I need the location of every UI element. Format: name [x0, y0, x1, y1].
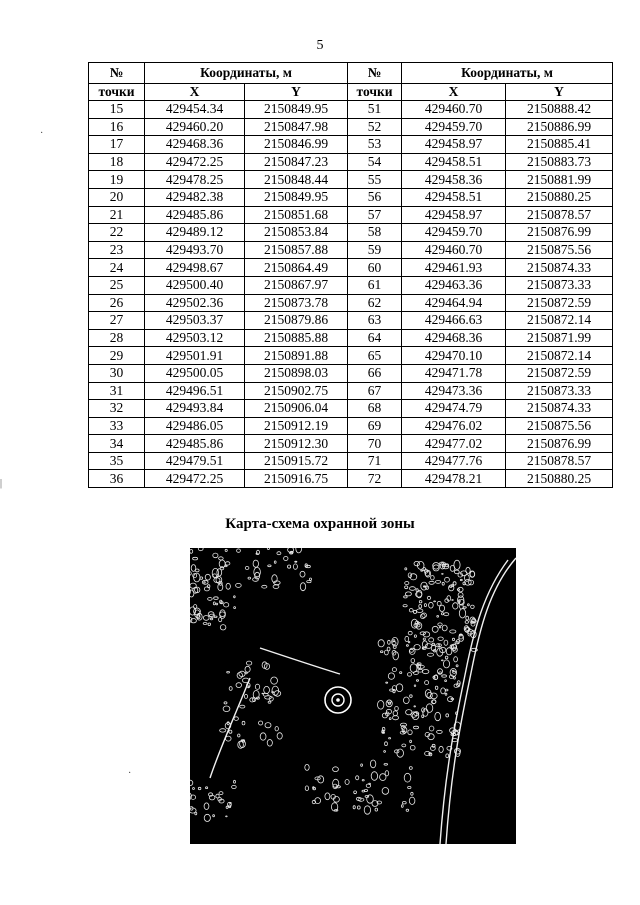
cell-x2: 429459.70 — [402, 224, 506, 242]
cell-y2: 2150888.42 — [506, 101, 613, 119]
cell-y2: 2150886.99 — [506, 118, 613, 136]
map-image — [190, 548, 516, 844]
table-row — [89, 153, 613, 171]
cell-n1: 15 — [89, 101, 145, 119]
cell-n1: 34 — [89, 435, 145, 453]
cell-n2: 66 — [348, 364, 402, 382]
cell-y1: 2150857.88 — [245, 241, 348, 259]
cell-n2: 62 — [348, 294, 402, 312]
cell-y1: 2150864.49 — [245, 259, 348, 277]
cell-x1: 429501.91 — [145, 347, 245, 365]
table-row — [89, 294, 613, 312]
cell-y1: 2150848.44 — [245, 171, 348, 189]
cell-x2: 429466.63 — [402, 312, 506, 330]
cell-n2: 51 — [348, 101, 402, 119]
cell-n1: 25 — [89, 276, 145, 294]
cell-n1: 23 — [89, 241, 145, 259]
table-row — [89, 382, 613, 400]
cell-x1: 429503.12 — [145, 329, 245, 347]
cell-x2: 429471.78 — [402, 364, 506, 382]
cell-y2: 2150880.25 — [506, 188, 613, 206]
cell-x2: 429460.70 — [402, 241, 506, 259]
cell-y2: 2150876.99 — [506, 224, 613, 242]
zone-center-point — [336, 698, 340, 702]
cell-y1: 2150849.95 — [245, 101, 348, 119]
cell-n2: 65 — [348, 347, 402, 365]
cell-x2: 429478.21 — [402, 470, 506, 488]
cell-n1: 24 — [89, 259, 145, 277]
cell-n2: 70 — [348, 435, 402, 453]
col-header-point-right: точки — [348, 84, 402, 101]
cell-y1: 2150891.88 — [245, 347, 348, 365]
cell-x2: 429459.70 — [402, 118, 506, 136]
cell-y1: 2150849.95 — [245, 188, 348, 206]
table-row — [89, 470, 613, 488]
cell-n2: 60 — [348, 259, 402, 277]
cell-y1: 2150873.78 — [245, 294, 348, 312]
cell-y1: 2150847.98 — [245, 118, 348, 136]
cell-n2: 63 — [348, 312, 402, 330]
margin-mark: · — [40, 128, 44, 139]
cell-x2: 429458.51 — [402, 153, 506, 171]
table-row — [89, 364, 613, 382]
cell-y1: 2150879.86 — [245, 312, 348, 330]
cell-y1: 2150851.68 — [245, 206, 348, 224]
cell-x1: 429496.51 — [145, 382, 245, 400]
cell-y1: 2150912.30 — [245, 435, 348, 453]
cell-n2: 68 — [348, 400, 402, 418]
cell-n1: 30 — [89, 364, 145, 382]
cell-n1: 16 — [89, 118, 145, 136]
cell-x1: 429460.20 — [145, 118, 245, 136]
cell-y2: 2150875.56 — [506, 241, 613, 259]
cell-x1: 429500.05 — [145, 364, 245, 382]
cell-x1: 429493.70 — [145, 241, 245, 259]
cell-n1: 28 — [89, 329, 145, 347]
cell-n2: 67 — [348, 382, 402, 400]
cell-x1: 429454.34 — [145, 101, 245, 119]
cell-y2: 2150876.99 — [506, 435, 613, 453]
cell-x1: 429482.38 — [145, 188, 245, 206]
cell-x1: 429472.25 — [145, 153, 245, 171]
cell-n1: 31 — [89, 382, 145, 400]
cell-x2: 429458.97 — [402, 206, 506, 224]
cell-y1: 2150853.84 — [245, 224, 348, 242]
cell-x2: 429458.97 — [402, 136, 506, 154]
cell-x2: 429477.02 — [402, 435, 506, 453]
cell-x1: 429485.86 — [145, 206, 245, 224]
table-row — [89, 188, 613, 206]
cell-y1: 2150847.23 — [245, 153, 348, 171]
cell-n1: 22 — [89, 224, 145, 242]
cell-x2: 429464.94 — [402, 294, 506, 312]
cell-x2: 429458.51 — [402, 188, 506, 206]
cell-n2: 56 — [348, 188, 402, 206]
cell-n2: 72 — [348, 470, 402, 488]
cell-x1: 429468.36 — [145, 136, 245, 154]
table-row — [89, 435, 613, 453]
cell-x1: 429472.25 — [145, 470, 245, 488]
protection-zone-map — [190, 548, 516, 844]
cell-n1: 26 — [89, 294, 145, 312]
cell-x1: 429503.37 — [145, 312, 245, 330]
cell-y1: 2150906.04 — [245, 400, 348, 418]
cell-x1: 429479.51 — [145, 452, 245, 470]
table-row — [89, 329, 613, 347]
cell-y2: 2150872.14 — [506, 312, 613, 330]
cell-y2: 2150873.33 — [506, 382, 613, 400]
cell-y2: 2150872.14 — [506, 347, 613, 365]
cell-n2: 57 — [348, 206, 402, 224]
cell-x2: 429461.93 — [402, 259, 506, 277]
col-header-point-left: точки — [89, 84, 145, 101]
cell-x2: 429470.10 — [402, 347, 506, 365]
cell-y1: 2150916.75 — [245, 470, 348, 488]
cell-x2: 429474.79 — [402, 400, 506, 418]
cell-y1: 2150846.99 — [245, 136, 348, 154]
cell-y1: 2150885.88 — [245, 329, 348, 347]
cell-y2: 2150871.99 — [506, 329, 613, 347]
cell-n2: 64 — [348, 329, 402, 347]
cell-x1: 429485.86 — [145, 435, 245, 453]
table-row — [89, 452, 613, 470]
table-row — [89, 312, 613, 330]
table-row — [89, 276, 613, 294]
col-header-x-left: X — [145, 84, 245, 101]
cell-n1: 29 — [89, 347, 145, 365]
coordinates-table — [88, 62, 613, 488]
table-header-row — [89, 63, 613, 84]
cell-n1: 33 — [89, 417, 145, 435]
map-title: Карта-схема охранной зоны — [225, 516, 415, 532]
cell-x1: 429478.25 — [145, 171, 245, 189]
cell-y2: 2150883.73 — [506, 153, 613, 171]
table-row — [89, 171, 613, 189]
cell-y1: 2150912.19 — [245, 417, 348, 435]
col-header-coords-left: Координаты, м — [145, 63, 348, 84]
cell-y1: 2150898.03 — [245, 364, 348, 382]
cell-y2: 2150878.57 — [506, 206, 613, 224]
cell-n2: 55 — [348, 171, 402, 189]
cell-y2: 2150874.33 — [506, 259, 613, 277]
table-row — [89, 241, 613, 259]
cell-x1: 429489.12 — [145, 224, 245, 242]
cell-n1: 36 — [89, 470, 145, 488]
cell-x1: 429500.40 — [145, 276, 245, 294]
table-row — [89, 206, 613, 224]
cell-x2: 429458.36 — [402, 171, 506, 189]
cell-y2: 2150878.57 — [506, 452, 613, 470]
cell-x1: 429486.05 — [145, 417, 245, 435]
col-header-coords-right: Координаты, м — [402, 63, 613, 84]
cell-x2: 429460.70 — [402, 101, 506, 119]
cell-y2: 2150872.59 — [506, 364, 613, 382]
cell-n2: 61 — [348, 276, 402, 294]
cell-x2: 429476.02 — [402, 417, 506, 435]
cell-n2: 71 — [348, 452, 402, 470]
cell-n1: 32 — [89, 400, 145, 418]
page-number: 5 — [316, 38, 324, 53]
table-row — [89, 259, 613, 277]
cell-y2: 2150874.33 — [506, 400, 613, 418]
cell-n1: 17 — [89, 136, 145, 154]
col-header-number-left: № — [89, 63, 145, 84]
cell-x1: 429502.36 — [145, 294, 245, 312]
table-row — [89, 136, 613, 154]
cell-x1: 429493.84 — [145, 400, 245, 418]
cell-n2: 53 — [348, 136, 402, 154]
cell-n2: 52 — [348, 118, 402, 136]
cell-n2: 59 — [348, 241, 402, 259]
col-header-y-left: Y — [245, 84, 348, 101]
table-subheader-row — [89, 84, 613, 101]
cell-y2: 2150881.99 — [506, 171, 613, 189]
cell-n1: 27 — [89, 312, 145, 330]
cell-y1: 2150867.97 — [245, 276, 348, 294]
cell-n2: 58 — [348, 224, 402, 242]
cell-y2: 2150875.56 — [506, 417, 613, 435]
table-row — [89, 101, 613, 119]
col-header-x-right: X — [402, 84, 506, 101]
cell-y1: 2150915.72 — [245, 452, 348, 470]
cell-n2: 54 — [348, 153, 402, 171]
table-row — [89, 224, 613, 242]
cell-n1: 18 — [89, 153, 145, 171]
cell-x2: 429477.76 — [402, 452, 506, 470]
cell-n1: 35 — [89, 452, 145, 470]
table-body — [89, 101, 613, 488]
table-row — [89, 118, 613, 136]
cell-x2: 429463.36 — [402, 276, 506, 294]
cell-y1: 2150902.75 — [245, 382, 348, 400]
table-row — [89, 400, 613, 418]
cell-n1: 21 — [89, 206, 145, 224]
cell-x2: 429468.36 — [402, 329, 506, 347]
cell-n1: 20 — [89, 188, 145, 206]
col-header-y-right: Y — [506, 84, 613, 101]
cell-x2: 429473.36 — [402, 382, 506, 400]
margin-mark: · — [128, 768, 132, 779]
margin-mark: | — [0, 478, 3, 489]
cell-y2: 2150885.41 — [506, 136, 613, 154]
cell-y2: 2150880.25 — [506, 470, 613, 488]
cell-x1: 429498.67 — [145, 259, 245, 277]
col-header-number-right: № — [348, 63, 402, 84]
cell-n1: 19 — [89, 171, 145, 189]
cell-y2: 2150872.59 — [506, 294, 613, 312]
cell-y2: 2150873.33 — [506, 276, 613, 294]
table-row — [89, 347, 613, 365]
table-row — [89, 417, 613, 435]
cell-n2: 69 — [348, 417, 402, 435]
